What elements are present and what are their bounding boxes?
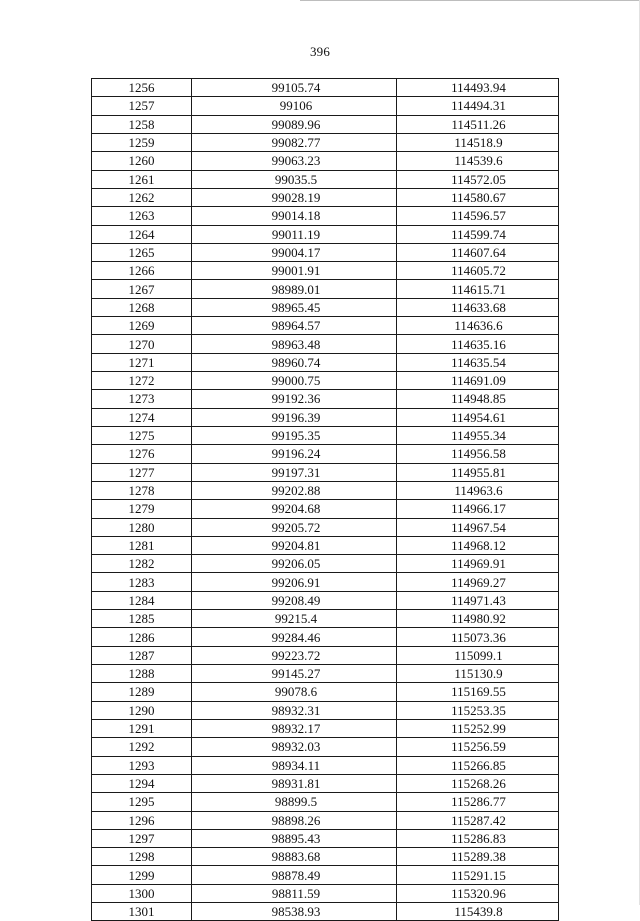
table-row (92, 426, 559, 444)
x-coordinate-cell: 98931.81 (192, 774, 397, 792)
y-coordinate-cell: 114599.74 (397, 225, 559, 243)
x-coordinate-cell: 98538.93 (192, 903, 397, 921)
y-coordinate-cell: 115266.85 (397, 756, 559, 774)
table-row (92, 701, 559, 719)
table-row (92, 481, 559, 499)
table-row (92, 207, 559, 225)
y-coordinate-cell: 114511.26 (397, 115, 559, 133)
x-coordinate-cell: 99106 (192, 97, 397, 115)
x-coordinate-cell: 99014.18 (192, 207, 397, 225)
y-coordinate-cell: 115253.35 (397, 701, 559, 719)
table-row (92, 353, 559, 371)
point-number-cell: 1273 (92, 390, 192, 408)
coordinate-table (91, 78, 559, 921)
x-coordinate-cell: 99205.72 (192, 518, 397, 536)
table-row (92, 280, 559, 298)
point-number-cell: 1256 (92, 79, 192, 97)
x-coordinate-cell: 99215.4 (192, 610, 397, 628)
point-number-cell: 1287 (92, 646, 192, 664)
point-number-cell: 1301 (92, 903, 192, 921)
table-row (92, 152, 559, 170)
y-coordinate-cell: 115287.42 (397, 811, 559, 829)
x-coordinate-cell: 99192.36 (192, 390, 397, 408)
x-coordinate-cell: 99105.74 (192, 79, 397, 97)
point-number-cell: 1284 (92, 591, 192, 609)
point-number-cell: 1289 (92, 683, 192, 701)
x-coordinate-cell: 98932.17 (192, 719, 397, 737)
point-number-cell: 1274 (92, 408, 192, 426)
point-number-cell: 1261 (92, 170, 192, 188)
y-coordinate-cell: 114969.27 (397, 573, 559, 591)
table-row (92, 225, 559, 243)
table-row (92, 738, 559, 756)
table-row (92, 683, 559, 701)
y-coordinate-cell: 114955.81 (397, 463, 559, 481)
point-number-cell: 1282 (92, 555, 192, 573)
y-coordinate-cell: 114494.31 (397, 97, 559, 115)
y-coordinate-cell: 115169.55 (397, 683, 559, 701)
point-number-cell: 1300 (92, 884, 192, 902)
x-coordinate-cell: 99202.88 (192, 481, 397, 499)
x-coordinate-cell: 99195.35 (192, 426, 397, 444)
x-coordinate-cell: 99011.19 (192, 225, 397, 243)
x-coordinate-cell: 98895.43 (192, 829, 397, 847)
y-coordinate-cell: 114954.61 (397, 408, 559, 426)
y-coordinate-cell: 114968.12 (397, 536, 559, 554)
y-coordinate-cell: 114518.9 (397, 133, 559, 151)
point-number-cell: 1271 (92, 353, 192, 371)
x-coordinate-cell: 99000.75 (192, 372, 397, 390)
table-row (92, 811, 559, 829)
point-number-cell: 1293 (92, 756, 192, 774)
x-coordinate-cell: 99001.91 (192, 262, 397, 280)
y-coordinate-cell: 114635.54 (397, 353, 559, 371)
table-row (92, 665, 559, 683)
x-coordinate-cell: 99197.31 (192, 463, 397, 481)
y-coordinate-cell: 114580.67 (397, 188, 559, 206)
point-number-cell: 1294 (92, 774, 192, 792)
x-coordinate-cell: 98964.57 (192, 317, 397, 335)
point-number-cell: 1259 (92, 133, 192, 151)
point-number-cell: 1291 (92, 719, 192, 737)
point-number-cell: 1262 (92, 188, 192, 206)
point-number-cell: 1299 (92, 866, 192, 884)
y-coordinate-cell: 114948.85 (397, 390, 559, 408)
y-coordinate-cell: 115256.59 (397, 738, 559, 756)
point-number-cell: 1276 (92, 445, 192, 463)
x-coordinate-cell: 98965.45 (192, 298, 397, 316)
table-row (92, 115, 559, 133)
y-coordinate-cell: 115130.9 (397, 665, 559, 683)
x-coordinate-cell: 98989.01 (192, 280, 397, 298)
table-row (92, 463, 559, 481)
scan-edge-line (300, 0, 640, 1)
y-coordinate-cell: 114596.57 (397, 207, 559, 225)
table-row (92, 555, 559, 573)
point-number-cell: 1275 (92, 426, 192, 444)
coordinate-table-body (92, 79, 559, 921)
y-coordinate-cell: 114980.92 (397, 610, 559, 628)
x-coordinate-cell: 98963.48 (192, 335, 397, 353)
point-number-cell: 1258 (92, 115, 192, 133)
point-number-cell: 1288 (92, 665, 192, 683)
table-row (92, 646, 559, 664)
table-row (92, 628, 559, 646)
x-coordinate-cell: 99145.27 (192, 665, 397, 683)
point-number-cell: 1295 (92, 793, 192, 811)
point-number-cell: 1279 (92, 500, 192, 518)
point-number-cell: 1296 (92, 811, 192, 829)
table-row (92, 829, 559, 847)
y-coordinate-cell: 114605.72 (397, 262, 559, 280)
y-coordinate-cell: 115439.8 (397, 903, 559, 921)
point-number-cell: 1297 (92, 829, 192, 847)
point-number-cell: 1286 (92, 628, 192, 646)
page-number: 396 (309, 44, 331, 59)
y-coordinate-cell: 115073.36 (397, 628, 559, 646)
table-row (92, 756, 559, 774)
x-coordinate-cell: 99204.68 (192, 500, 397, 518)
x-coordinate-cell: 99196.24 (192, 445, 397, 463)
x-coordinate-cell: 98960.74 (192, 353, 397, 371)
y-coordinate-cell: 114955.34 (397, 426, 559, 444)
x-coordinate-cell: 98883.68 (192, 848, 397, 866)
x-coordinate-cell: 99078.6 (192, 683, 397, 701)
x-coordinate-cell: 99004.17 (192, 243, 397, 261)
table-row (92, 243, 559, 261)
point-number-cell: 1266 (92, 262, 192, 280)
table-row (92, 536, 559, 554)
point-number-cell: 1290 (92, 701, 192, 719)
point-number-cell: 1267 (92, 280, 192, 298)
point-number-cell: 1268 (92, 298, 192, 316)
y-coordinate-cell: 115099.1 (397, 646, 559, 664)
y-coordinate-cell: 114539.6 (397, 152, 559, 170)
y-coordinate-cell: 115268.26 (397, 774, 559, 792)
point-number-cell: 1283 (92, 573, 192, 591)
table-row (92, 903, 559, 921)
y-coordinate-cell: 114572.05 (397, 170, 559, 188)
x-coordinate-cell: 98898.26 (192, 811, 397, 829)
point-number-cell: 1263 (92, 207, 192, 225)
x-coordinate-cell: 98878.49 (192, 866, 397, 884)
table-row (92, 170, 559, 188)
y-coordinate-cell: 114633.68 (397, 298, 559, 316)
y-coordinate-cell: 114966.17 (397, 500, 559, 518)
table-row (92, 866, 559, 884)
y-coordinate-cell: 114967.54 (397, 518, 559, 536)
point-number-cell: 1280 (92, 518, 192, 536)
y-coordinate-cell: 114969.91 (397, 555, 559, 573)
y-coordinate-cell: 115320.96 (397, 884, 559, 902)
table-row (92, 79, 559, 97)
point-number-cell: 1277 (92, 463, 192, 481)
x-coordinate-cell: 98934.11 (192, 756, 397, 774)
table-row (92, 719, 559, 737)
table-row (92, 884, 559, 902)
table-row (92, 848, 559, 866)
table-row (92, 262, 559, 280)
table-row (92, 298, 559, 316)
y-coordinate-cell: 115252.99 (397, 719, 559, 737)
table-row (92, 445, 559, 463)
table-row (92, 335, 559, 353)
x-coordinate-cell: 99028.19 (192, 188, 397, 206)
x-coordinate-cell: 99284.46 (192, 628, 397, 646)
x-coordinate-cell: 99223.72 (192, 646, 397, 664)
x-coordinate-cell: 99206.05 (192, 555, 397, 573)
point-number-cell: 1278 (92, 481, 192, 499)
table-row (92, 408, 559, 426)
x-coordinate-cell: 98899.5 (192, 793, 397, 811)
x-coordinate-cell: 99196.39 (192, 408, 397, 426)
y-coordinate-cell: 114493.94 (397, 79, 559, 97)
y-coordinate-cell: 114636.6 (397, 317, 559, 335)
y-coordinate-cell: 114635.16 (397, 335, 559, 353)
y-coordinate-cell: 115286.77 (397, 793, 559, 811)
x-coordinate-cell: 98932.31 (192, 701, 397, 719)
y-coordinate-cell: 114691.09 (397, 372, 559, 390)
x-coordinate-cell: 99204.81 (192, 536, 397, 554)
y-coordinate-cell: 115291.15 (397, 866, 559, 884)
table-row (92, 500, 559, 518)
x-coordinate-cell: 99089.96 (192, 115, 397, 133)
table-row (92, 793, 559, 811)
x-coordinate-cell: 99063.23 (192, 152, 397, 170)
table-row (92, 97, 559, 115)
table-row (92, 133, 559, 151)
point-number-cell: 1257 (92, 97, 192, 115)
point-number-cell: 1298 (92, 848, 192, 866)
table-row (92, 317, 559, 335)
y-coordinate-cell: 114956.58 (397, 445, 559, 463)
y-coordinate-cell: 114615.71 (397, 280, 559, 298)
table-row (92, 610, 559, 628)
y-coordinate-cell: 114971.43 (397, 591, 559, 609)
table-row (92, 774, 559, 792)
y-coordinate-cell: 115286.83 (397, 829, 559, 847)
point-number-cell: 1285 (92, 610, 192, 628)
point-number-cell: 1281 (92, 536, 192, 554)
x-coordinate-cell: 98932.03 (192, 738, 397, 756)
x-coordinate-cell: 99035.5 (192, 170, 397, 188)
table-row (92, 372, 559, 390)
x-coordinate-cell: 99208.49 (192, 591, 397, 609)
point-number-cell: 1264 (92, 225, 192, 243)
table-row (92, 390, 559, 408)
point-number-cell: 1265 (92, 243, 192, 261)
point-number-cell: 1260 (92, 152, 192, 170)
x-coordinate-cell: 98811.59 (192, 884, 397, 902)
x-coordinate-cell: 99082.77 (192, 133, 397, 151)
y-coordinate-cell: 114963.6 (397, 481, 559, 499)
point-number-cell: 1272 (92, 372, 192, 390)
table-row (92, 591, 559, 609)
point-number-cell: 1269 (92, 317, 192, 335)
table-row (92, 188, 559, 206)
point-number-cell: 1270 (92, 335, 192, 353)
table-row (92, 573, 559, 591)
y-coordinate-cell: 115289.38 (397, 848, 559, 866)
y-coordinate-cell: 114607.64 (397, 243, 559, 261)
table-row (92, 518, 559, 536)
point-number-cell: 1292 (92, 738, 192, 756)
x-coordinate-cell: 99206.91 (192, 573, 397, 591)
